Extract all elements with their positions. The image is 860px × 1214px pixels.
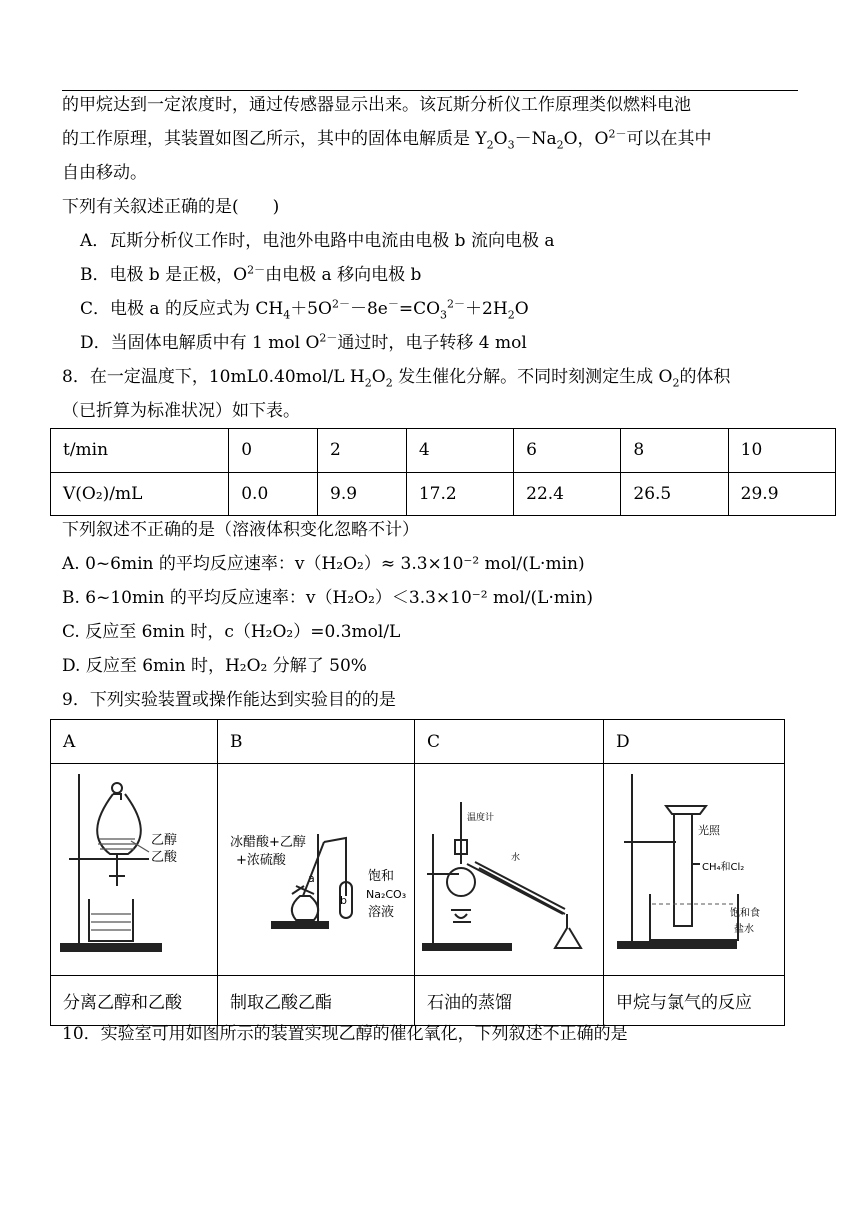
- intro-line-2: 的工作原理，其装置如图乙所示，其中的固体电解质是 $Y_2O_3-Na_2O$，$O^{2-}$可以在其中: [62, 127, 712, 152]
- q9-stem: 9．下列实验装置或操作能达到实验目的的是: [62, 690, 396, 710]
- table-cell: 29.9: [728, 472, 835, 516]
- table-cell: t/min: [51, 429, 229, 473]
- table-cell: 0.0: [229, 472, 318, 516]
- table-cell: 2: [318, 429, 407, 473]
- caption-b: 制取乙酸乙酯: [218, 976, 415, 1026]
- table-cell: 9.9: [318, 472, 407, 516]
- table-cell: 26.5: [621, 472, 728, 516]
- option-header-c: C: [415, 720, 604, 764]
- label-acetic-acid: 乙酸: [151, 850, 178, 865]
- apparatus-c-figure: [415, 764, 604, 976]
- table-cell: 6: [514, 429, 621, 473]
- q7-stem: 下列有关叙述正确的是( ): [62, 197, 280, 217]
- caption-d: 甲烷与氯气的反应: [604, 976, 785, 1026]
- label-reagents: 冰醋酸+乙醇: [230, 835, 306, 850]
- methane-chlorination-diagram: [604, 764, 784, 970]
- q8-option-d: D. 反应至 6min 时，H₂O₂ 分解了 50%: [62, 656, 367, 676]
- intro-line-3: 自由移动。: [62, 163, 147, 183]
- q8-option-a: A. 0~6min 的平均反应速率：v（H₂O₂）≈ 3.3×10⁻² mol/(L·min): [62, 554, 585, 574]
- table-cell: 8: [621, 429, 728, 473]
- q8-table: [50, 428, 836, 516]
- option-header-d: D: [604, 720, 785, 764]
- intro-line-1: 的甲烷达到一定浓度时，通过传感器显示出来。该瓦斯分析仪工作原理类似燃料电池: [62, 95, 691, 115]
- table-cell: V(O₂)/mL: [51, 472, 229, 516]
- label-sodium-carbonate: Na₂CO₃: [366, 888, 407, 901]
- q7-option-b: B．电极 b 是正极，$O^{2-}$由电极 a 移向电极 b: [80, 263, 422, 285]
- header-rule: [62, 90, 798, 91]
- table-row: [51, 429, 836, 473]
- caption-c: 石油的蒸馏: [415, 976, 604, 1026]
- table-row: [51, 720, 785, 764]
- table-cell: 10: [728, 429, 835, 473]
- label-b: b: [340, 894, 347, 907]
- distillation-diagram: [415, 764, 603, 970]
- q8-line-2: （已折算为标准状况）如下表。: [62, 401, 300, 421]
- apparatus-d-figure: [604, 764, 785, 976]
- q8-option-b: B. 6~10min 的平均反应速率：v（H₂O₂）＜3.3×10⁻² mol/(L·min): [62, 588, 593, 608]
- table-row: [51, 764, 785, 976]
- q9-table: [50, 719, 785, 1026]
- label-salt-water-2: 盐水: [734, 924, 754, 935]
- apparatus-a-figure: [51, 764, 218, 976]
- table-cell: 22.4: [514, 472, 621, 516]
- q7-option-d: D．当固体电解质中有 1 mol $O^{2-}$通过时，电子转移 4 mol: [80, 331, 527, 353]
- ester-preparation-diagram: [218, 764, 414, 970]
- q10-stem: 10．实验室可用如图所示的装置实现乙醇的催化氧化，下列叙述不正确的是: [62, 1024, 628, 1044]
- apparatus-b-figure: [218, 764, 415, 976]
- label-ch4-cl2: CH₄和Cl₂: [702, 862, 745, 873]
- separatory-funnel-diagram: [51, 764, 217, 970]
- label-a: a: [308, 872, 315, 885]
- label-water: 水: [511, 853, 521, 863]
- q8-option-c: C. 反应至 6min 时，c（H₂O₂）=0.3mol/L: [62, 622, 401, 642]
- label-sulfuric-acid: +浓硫酸: [236, 853, 286, 868]
- label-thermometer: 温度计: [467, 813, 495, 823]
- q7-option-a: A．瓦斯分析仪工作时，电池外电路中电流由电极 b 流向电极 a: [80, 231, 555, 251]
- label-salt-water-1: 饱和食: [730, 908, 760, 919]
- option-header-a: A: [51, 720, 218, 764]
- label-saturated: 饱和: [368, 869, 395, 884]
- option-header-b: B: [218, 720, 415, 764]
- q7-option-c: C．电极 a 的反应式为 $CH_4+5O^{2-}-8e^-=CO_3^{2-}+2H_2O$: [80, 297, 529, 322]
- table-row: [51, 472, 836, 516]
- table-cell: 17.2: [406, 472, 513, 516]
- q8-stem: 下列叙述不正确的是（溶液体积变化忽略不计）: [62, 520, 419, 540]
- label-ethanol: 乙醇: [151, 833, 178, 848]
- label-light: 光照: [698, 824, 720, 837]
- caption-a: 分离乙醇和乙酸: [51, 976, 218, 1026]
- table-cell: 0: [229, 429, 318, 473]
- q8-line-1: 8．在一定温度下，10mL0.40mol/L $H_2O_2$ 发生催化分解。不同时刻测定生成 $O_2$的体积: [62, 367, 731, 390]
- label-solution: 溶液: [368, 905, 395, 920]
- table-row: [51, 976, 785, 1026]
- table-cell: 4: [406, 429, 513, 473]
